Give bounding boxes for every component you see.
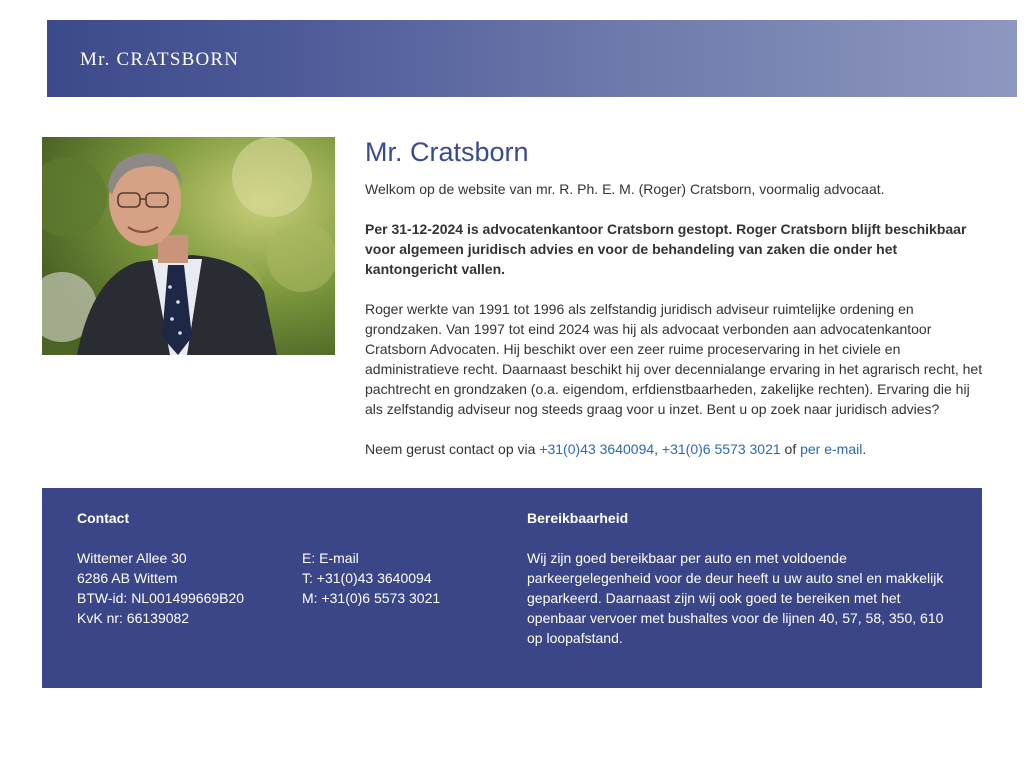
portrait-photo bbox=[42, 137, 335, 355]
footer-mobile[interactable]: M: +31(0)6 5573 3021 bbox=[302, 590, 441, 606]
contact-suffix: . bbox=[862, 441, 867, 457]
closure-notice: Per 31-12-2024 is advocatenkantoor Cratsborn gestopt. Roger Cratsborn blijft beschikbaar voor algemeen juridisch advies en voor de behandeling van zaken die onder het kantongericht vallen. bbox=[365, 221, 967, 277]
address-postal: 6286 AB Wittem bbox=[77, 570, 178, 586]
reachability-text: Wij zijn goed bereikbaar per auto en met voldoende parkeergelegenheid voor de deur heeft u uw auto snel en makkelijk geparkeerd. Daarnaast zijn wij ook goed te bereiken met het openbaar vervoer met bushaltes voor de lijnen 40, 57, 58, 350, 610 op loopafstand. bbox=[527, 550, 944, 646]
site-footer bbox=[42, 488, 982, 688]
site-header bbox=[47, 20, 1017, 97]
welcome-text: Welkom op de website van mr. R. Ph. E. M. (Roger) Cratsborn, voormalig advocaat. bbox=[365, 181, 885, 197]
kvk-number: KvK nr: 66139082 bbox=[77, 610, 190, 626]
contact-channels bbox=[302, 548, 440, 608]
contact-prefix: Neem gerust contact op via bbox=[365, 441, 540, 457]
page-title: Mr. Cratsborn bbox=[365, 137, 529, 167]
bio-text: Roger werkte van 1991 tot 1996 als zelfstandig juridisch adviseur ruimtelijke ordening en grondzaken. Van 1997 tot eind 2024 was hij als advocaat verbonden aan advocatenkantoor Cratsborn Advocaten. Hij beschikt over een zeer ruime proceservaring in het civiele en administratieve recht. Daarnaast beschikt hij over decennialange ervaring in het agrarisch recht, het pachtrecht en grondzaken (o.a. eigendom, erfdienstbaarheden, zakelijke rechten). Ervaring die hij als zelfstandig adviseur nog steeds graag voor u inzet. Bent u op zoek naar juridisch advies? bbox=[365, 301, 983, 417]
email-link[interactable]: per e-mail bbox=[800, 441, 863, 457]
site-logo[interactable]: Mr. CRATSBORN bbox=[80, 49, 240, 70]
footer-email[interactable]: E: E-mail bbox=[302, 550, 359, 566]
vat-id: BTW-id: NL001499669B20 bbox=[77, 590, 245, 606]
main-content bbox=[365, 136, 985, 479]
address-block bbox=[77, 548, 244, 628]
reachability-heading: Bereikbaarheid bbox=[527, 510, 629, 526]
phone-link-mobile[interactable]: +31(0)6 5573 3021 bbox=[661, 441, 781, 457]
contact-separator-or: of bbox=[780, 441, 801, 457]
footer-phone[interactable]: T: +31(0)43 3640094 bbox=[302, 570, 432, 586]
contact-heading: Contact bbox=[77, 510, 130, 526]
address-street: Wittemer Allee 30 bbox=[77, 550, 187, 566]
phone-link-landline[interactable]: +31(0)43 3640094 bbox=[539, 441, 655, 457]
contact-line bbox=[365, 439, 985, 459]
contact-separator: , bbox=[654, 441, 662, 457]
